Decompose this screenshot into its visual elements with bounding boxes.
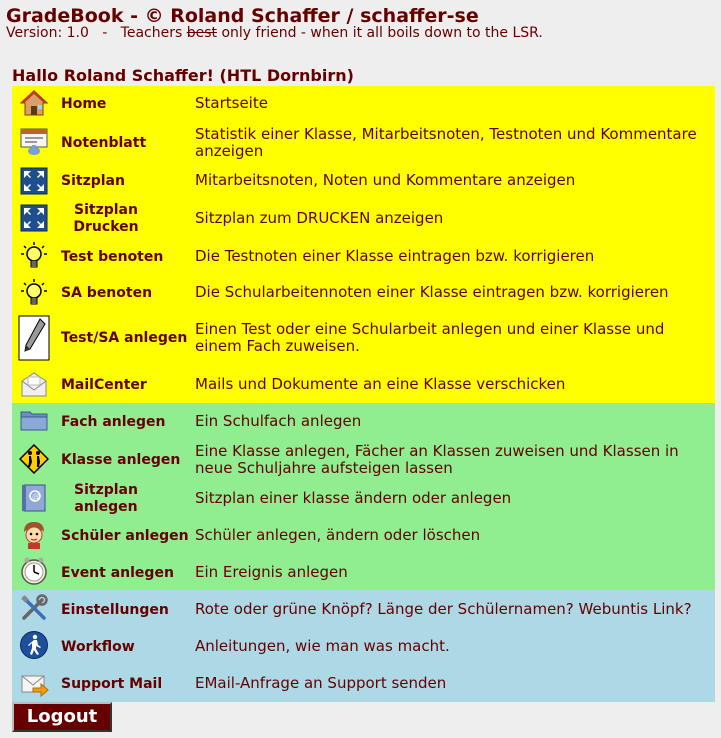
lightbulb-icon [19, 241, 49, 271]
menu-item-support-mail[interactable] [12, 664, 715, 702]
greeting: Hallo Roland Schaffer! (HTL Dornbirn) [12, 66, 354, 85]
menu-item-mailcenter[interactable] [12, 367, 715, 403]
menu-item-workflow[interactable] [12, 627, 715, 664]
menu-item-label: Event anlegen [61, 565, 174, 581]
menu-item-fach-anlegen[interactable] [12, 403, 715, 439]
menu-item-label: Home [61, 96, 107, 112]
menu-item-sitzplan[interactable] [12, 163, 715, 199]
menu-group-main [12, 86, 715, 403]
menu-item-description: EMail-Anfrage an Support senden [195, 674, 447, 692]
menu-item-label: Fach anlegen [61, 414, 166, 430]
menu-item-description: Schüler anlegen, ändern oder löschen [195, 526, 481, 544]
mail-arrow-icon [19, 668, 49, 698]
main-menu [12, 86, 715, 702]
address-book-icon [19, 483, 49, 513]
folder-icon [19, 405, 49, 435]
expand-arrows-icon [19, 166, 49, 196]
menu-group-settings [12, 590, 715, 702]
menu-item-description: Sitzplan zum DRUCKEN anzeigen [195, 209, 444, 227]
app-title: GradeBook - © Roland Schaffer / schaffer-se [6, 5, 479, 27]
menu-item-klasse-anlegen[interactable] [12, 439, 715, 479]
menu-item-home[interactable] [12, 86, 715, 121]
menu-item-event-anlegen[interactable] [12, 553, 715, 590]
menu-item-description: Sitzplan einer klasse ändern oder anlegen [195, 489, 512, 507]
menu-item-label: SA benoten [61, 285, 153, 301]
menu-item-schueler-anlegen[interactable] [12, 517, 715, 553]
menu-item-label: Workflow [61, 639, 135, 655]
envelope-icon [19, 369, 49, 399]
lightbulb-icon [19, 278, 49, 308]
menu-item-sitzplan-drucken[interactable] [12, 199, 715, 237]
menu-item-description: Startseite [195, 94, 268, 112]
menu-item-sitzplan-anlegen[interactable] [12, 479, 715, 517]
menu-item-description: Die Testnoten einer Klasse eintragen bzw. korrigieren [195, 247, 595, 265]
menu-item-label: Schüler anlegen [61, 528, 189, 544]
menu-item-description: Ein Schulfach anlegen [195, 412, 362, 430]
menu-item-label: Einstellungen [61, 602, 169, 618]
menu-item-description: Die Schularbeitennoten einer Klasse eintragen bzw. korrigieren [195, 283, 669, 301]
pencil-icon [18, 315, 50, 361]
menu-item-sa-benoten[interactable] [12, 275, 715, 311]
walking-person-icon [19, 630, 49, 660]
menu-item-label: Klasse anlegen [61, 452, 181, 468]
menu-item-description: Rote oder grüne Knöpf? Länge der Schülernamen? Webuntis Link? [195, 600, 692, 618]
logout-button[interactable]: Logout [12, 702, 112, 732]
svg-text:@: @ [32, 492, 40, 501]
menu-item-label: MailCenter [61, 377, 147, 393]
menu-item-description: Ein Ereignis anlegen [195, 563, 348, 581]
menu-item-label: Sitzplan anlegen [74, 482, 138, 515]
menu-item-description: Mails und Dokumente an eine Klasse verschicken [195, 375, 566, 393]
menu-item-description: Statistik einer Klasse, Mitarbeitsnoten, Testnoten und Kommentare anzeigen [195, 125, 697, 160]
menu-item-label: Test benoten [61, 249, 164, 265]
menu-item-label: Test/SA anlegen [61, 330, 188, 346]
menu-item-label: Sitzplan [61, 173, 125, 189]
menu-group-admin [12, 403, 715, 590]
menu-item-description: Eine Klasse anlegen, Fächer an Klassen zuweisen und Klassen in neue Schuljahre aufsteigen lassen [195, 442, 679, 477]
version-prefix: Version: 1.0 - Teachers [6, 25, 187, 41]
menu-item-notenblatt[interactable] [12, 121, 715, 163]
menu-item-label: Sitzplan Drucken [73, 202, 139, 235]
house-icon [19, 88, 49, 118]
version-strikethrough: best [186, 25, 218, 41]
version-line [6, 25, 543, 42]
clock-icon [19, 556, 49, 586]
school-crossing-sign-icon [19, 444, 49, 474]
menu-item-einstellungen[interactable] [12, 590, 715, 627]
menu-item-description: Anleitungen, wie man was macht. [195, 637, 450, 655]
expand-arrows-icon [19, 203, 49, 233]
menu-item-test-benoten[interactable] [12, 237, 715, 275]
version-suffix: only friend - when it all boils down to the LSR. [217, 25, 543, 41]
tools-icon [19, 593, 49, 623]
student-avatar-icon [19, 520, 49, 550]
grade-sheet-icon [19, 126, 49, 156]
menu-item-test-sa-anlegen[interactable] [12, 311, 715, 367]
menu-item-label: Notenblatt [61, 135, 147, 151]
menu-item-description: Einen Test oder eine Schularbeit anlegen und einer Klasse und einem Fach zuweisen. [195, 320, 665, 355]
menu-item-label: Support Mail [61, 676, 163, 692]
menu-item-description: Mitarbeitsnoten, Noten und Kommentare anzeigen [195, 171, 576, 189]
